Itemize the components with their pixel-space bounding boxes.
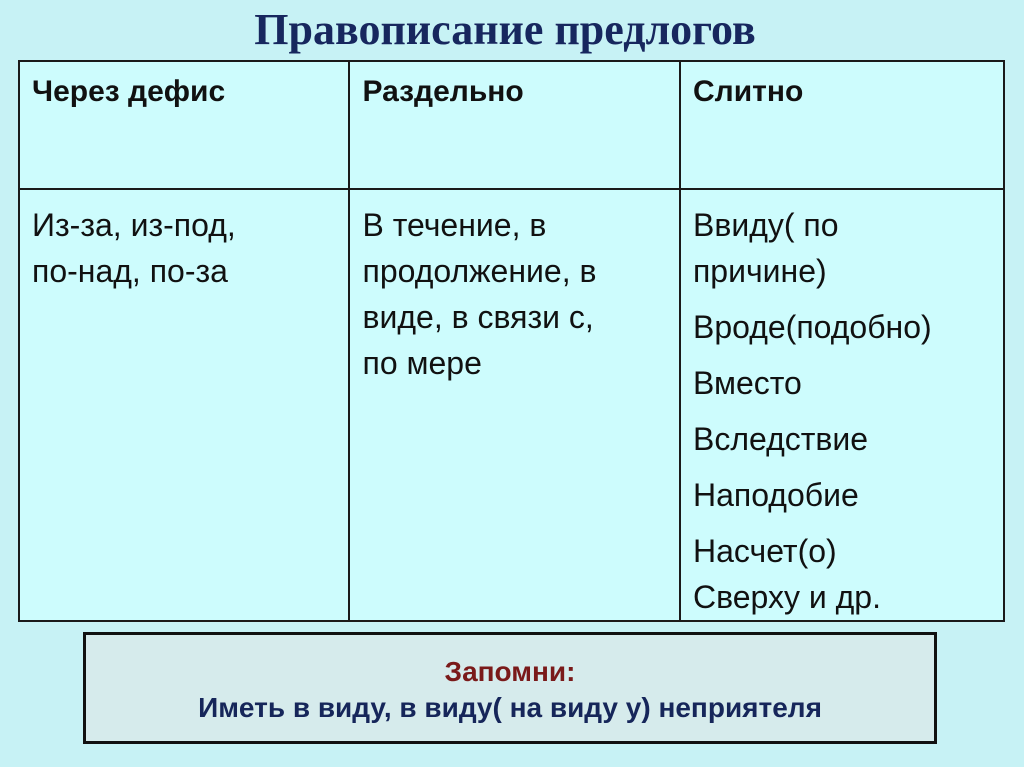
page-title: Правописание предлогов bbox=[254, 5, 756, 54]
list-item: Вроде(подобно) bbox=[692, 309, 932, 345]
merged-list bbox=[693, 202, 991, 620]
separate-line: по мере bbox=[362, 345, 482, 381]
cell-merged bbox=[680, 189, 1004, 621]
note-text: Иметь в виду, в виду( на виду у) неприятеля bbox=[198, 692, 822, 723]
note-heading: Запомни: bbox=[444, 656, 576, 687]
table-body-row bbox=[19, 189, 1004, 621]
list-item bbox=[693, 202, 991, 294]
merged-line: причине) bbox=[692, 253, 827, 289]
list-item: Наподобие bbox=[692, 477, 859, 513]
cell-hyphenated bbox=[19, 189, 349, 621]
hyphenated-line: по-над, по-за bbox=[32, 253, 228, 289]
list-item: Вместо bbox=[692, 365, 802, 401]
separate-line: продолжение, в bbox=[362, 253, 597, 289]
list-item: Вследствие bbox=[692, 421, 869, 457]
remember-note bbox=[83, 632, 937, 744]
list-item: Насчет(о) bbox=[692, 533, 837, 569]
prepositions-table bbox=[18, 60, 1005, 622]
table-header-row bbox=[19, 61, 1004, 189]
merged-line: Ввиду( по bbox=[692, 207, 839, 243]
separate-line: виде, в связи с, bbox=[362, 299, 594, 335]
separate-line: В течение, в bbox=[362, 207, 547, 243]
cell-separate bbox=[349, 189, 679, 621]
header-separate: Раздельно bbox=[349, 61, 679, 189]
list-item: Сверху и др. bbox=[692, 579, 881, 615]
header-hyphenated: Через дефис bbox=[19, 61, 349, 189]
header-merged: Слитно bbox=[680, 61, 1004, 189]
hyphenated-line: Из-за, из-под, bbox=[32, 207, 236, 243]
